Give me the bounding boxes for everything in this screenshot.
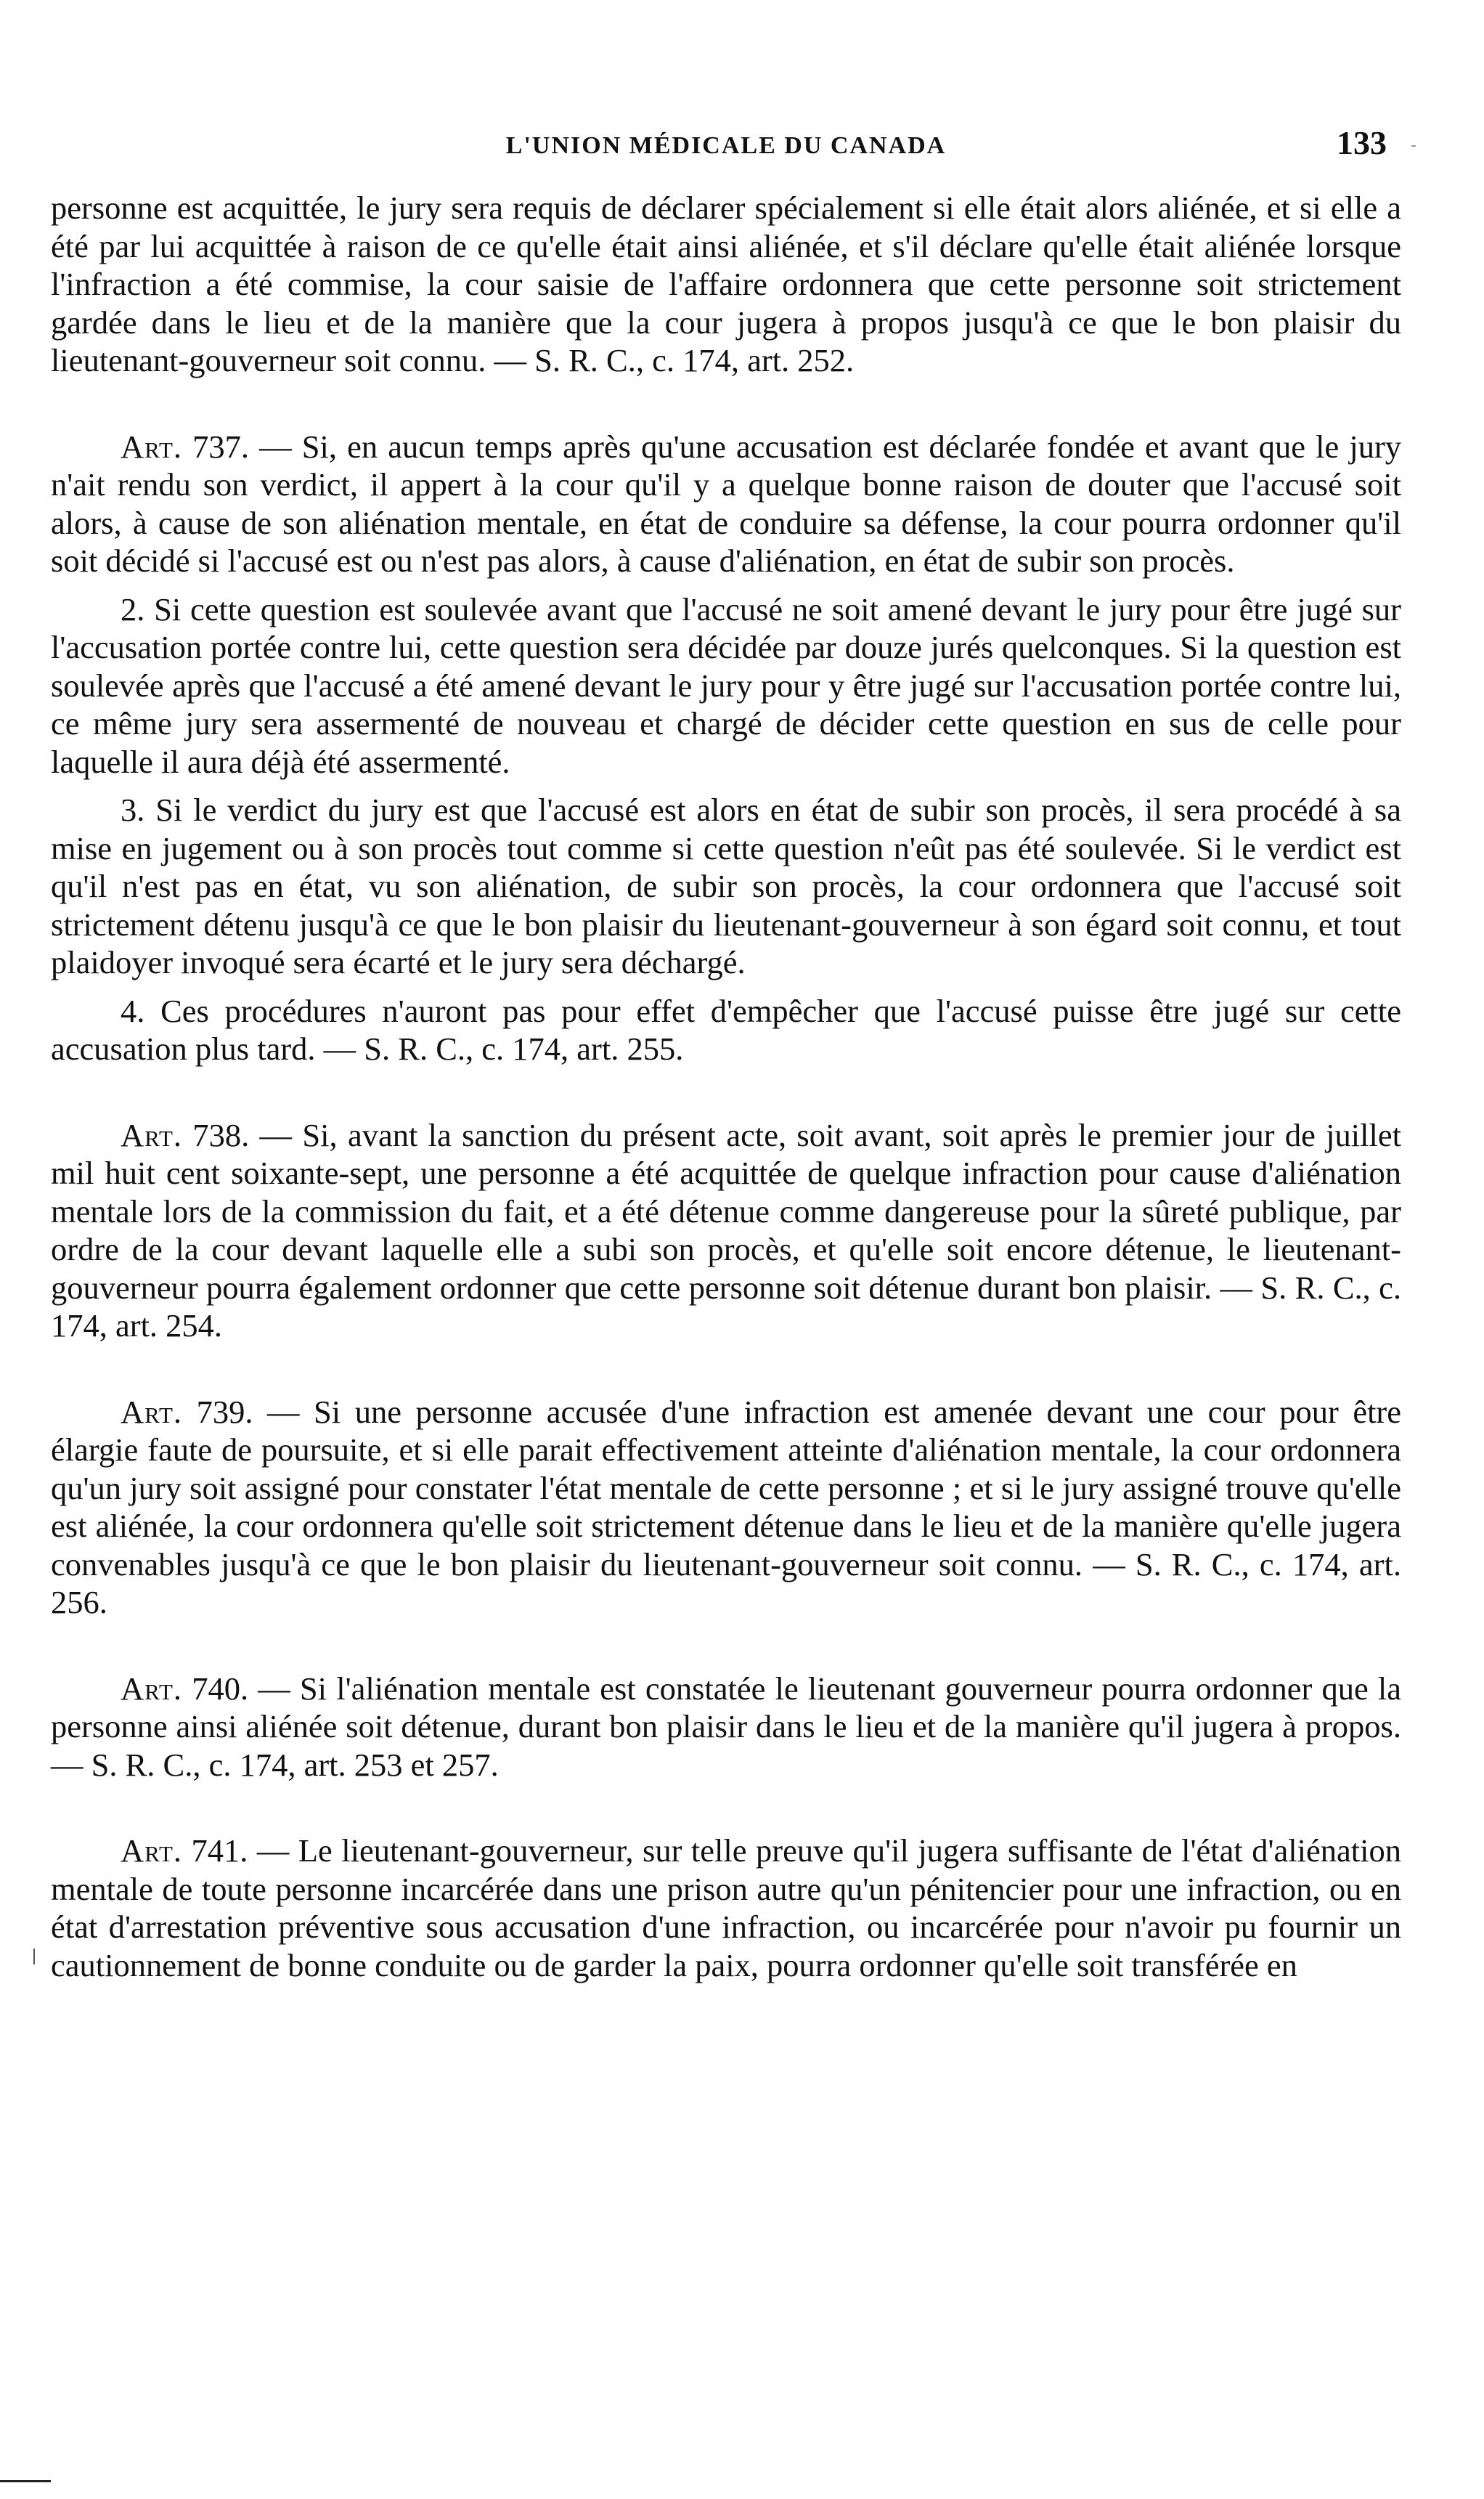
article-739 <box>51 1393 1401 1622</box>
article-737-subsection-4 <box>51 992 1401 1068</box>
article-label: Art. <box>121 428 183 465</box>
article-740 <box>51 1670 1401 1784</box>
signature-rule <box>0 2480 51 2482</box>
scan-edge-tick <box>1411 145 1416 147</box>
article-label: Art. <box>121 1116 183 1153</box>
article-737-subsection-2 <box>51 590 1401 781</box>
article-738 <box>51 1116 1401 1345</box>
page-number: 133 <box>1337 124 1387 161</box>
paragraph-text: 740. — Si l'aliénation mentale est constatée le lieutenant gouverneur pourra ordonner que la personne ainsi aliénée soit détenue, durant bon plaisir dans le lieu et de la manière qu'il jugera à propos. — S. R. C., c. 174, art. 253 et 257. <box>51 1670 1402 1783</box>
article-label: Art. <box>121 1832 183 1869</box>
paragraph-continuation <box>51 189 1401 380</box>
paragraph-text: 738. — Si, avant la sanction du présent acte, soit avant, soit après le premier jour de juillet mil huit cent soixante-sept, une personne a été acquittée de quelque infraction pour cause d'aliénation mentale lors de la commission du fait, et a été détenue comme dangereuse pour la sûreté publique, par ordre de la cour devant laquelle elle a subi son procès, et qu'elle soit encore détenue, le lieutenant-gouverneur pourra également ordonner que cette personne soit détenue durant bon plaisir. — S. R. C., c. 174, art. 254. <box>51 1116 1401 1344</box>
article-741 <box>51 1832 1401 1984</box>
paragraph-text: personne est acquittée, le jury sera requis de déclarer spécialement si elle était alors aliénée, et si elle a été par lui acquittée à raison de ce qu'elle était ainsi aliénée, et s'il déclare qu'elle était aliénée lorsque l'infraction a été commise, la cour saisie de l'affaire ordonnera que cette personne soit strictement gardée dans le lieu et de la manière que la cour jugera à propos jusqu'à ce que le bon plaisir du lieutenant-gouverneur soit connu. — S. R. C., c. 174, art. 252. <box>51 190 1401 378</box>
document-page <box>51 116 1401 1984</box>
body-text <box>51 189 1401 1984</box>
article-label: Art. <box>121 1393 183 1430</box>
paragraph-text: 741. — Le lieutenant-gouverneur, sur telle preuve qu'il jugera suffisante de l'état d'aliénation mentale de toute personne incarcérée dans une prison autre qu'un pénitencier pour une infraction, ou en état d'arrestation préventive sous accusation d'une infraction, ou incarcérée pour n'avoir pu fournir un cautionnement de bonne conduite ou de garder la paix, pourra ordonner qu'elle soit transférée en <box>51 1832 1401 1983</box>
article-label: Art. <box>121 1670 183 1707</box>
scan-artifact-mark <box>33 1949 35 1964</box>
paragraph-text: 2. Si cette question est soulevée avant que l'accusé ne soit amené devant le jury pour être jugé sur l'accusation portée contre lui, cette question sera décidée par douze jurés quelconques. Si la question est soulevée après que l'accusé a été amené devant le jury pour y être jugé sur l'accusation portée contre lui, ce même jury sera assermenté de nouveau et chargé de décider cette question en sus de celle pour laquelle il aura déjà été assermenté. <box>51 590 1401 780</box>
paragraph-text: 737. — Si, en aucun temps après qu'une accusation est déclarée fondée et avant que le jury n'ait rendu son verdict, il appert à la cour qu'il y a quelque bonne raison de douter que l'accusé soit alors, à cause de son aliénation mentale, en état de conduire sa défense, la cour pourra ordonner qu'il soit décidé si l'accusé est ou n'est pas alors, à cause d'aliénation, en état de subir son procès. <box>51 428 1402 579</box>
journal-title: L'UNION MÉDICALE DU CANADA <box>505 132 947 159</box>
paragraph-text: 739. — Si une personne accusée d'une infraction est amenée devant une cour pour être élargie faute de poursuite, et si elle parait effectivement atteinte d'aliénation mentale, la cour ordonnera qu'un jury soit assigné pour constater l'état mentale de cette personne ; et si le jury assigné trouve qu'elle est aliénée, la cour ordonnera qu'elle soit strictement détenue dans le lieu et de la manière qu'elle jugera convenables jusqu'à ce que le bon plaisir du lieutenant-gouverneur soit connu. — S. R. C., c. 174, art. 256. <box>51 1393 1401 1620</box>
article-737-subsection-3 <box>51 791 1401 982</box>
paragraph-text: 3. Si le verdict du jury est que l'accusé est alors en état de subir son procès, il sera procédé à sa mise en jugement ou à son procès tout comme si cette question n'eût pas été soulevée. Si le verdict est qu'il n'est pas en état, vu son aliénation, de subir son procès, la cour ordonnera que l'accusé soit strictement détenu jusqu'à ce que le bon plaisir du lieutenant-gouverneur à son égard soit connu, et tout plaidoyer invoqué sera écarté et le jury sera déchargé. <box>51 792 1401 980</box>
article-737 <box>51 428 1401 580</box>
paragraph-text: 4. Ces procédures n'auront pas pour effet d'empêcher que l'accusé puisse être jugé sur cette accusation plus tard. — S. R. C., c. 174, art. 255. <box>51 992 1401 1067</box>
running-head <box>51 116 1401 167</box>
